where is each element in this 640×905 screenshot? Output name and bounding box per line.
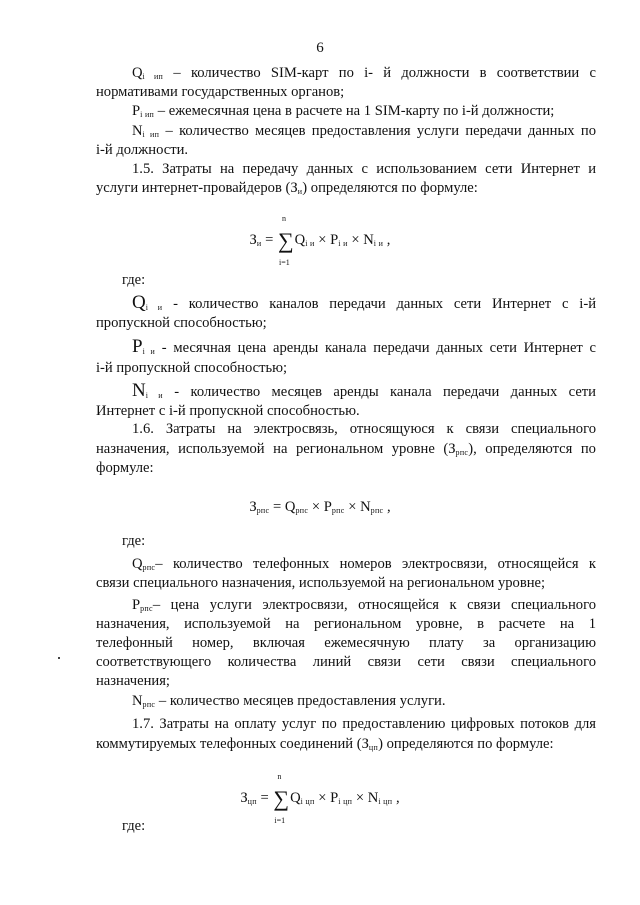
text-run: ) определяются по формуле: [302,180,478,196]
sum-upper: n [277,772,282,781]
text-run: - количество каналов передачи данных сети Интернет с i-й [162,296,597,312]
text-line [96,692,596,714]
text-line: пропускной способностью; [96,315,267,331]
subscript: рпс [142,700,156,709]
subscript: i ип [142,130,160,139]
page-number: 6 [316,40,324,56]
var-z: З [240,790,248,806]
sum-lower: i=1 [274,816,286,825]
subscript: цп [247,797,257,806]
formula-digital-streams [0,772,640,825]
var-p: × P [314,232,339,248]
var-q: Q [294,232,306,248]
where-label: где: [122,272,146,288]
subscript: i и [142,347,156,356]
var-p: P [132,103,141,119]
text-line: формуле: [96,460,154,476]
subscript: рпс [256,506,270,515]
comma: , [383,499,391,515]
subscript: рпс [140,604,153,613]
subscript: рпс [331,506,345,515]
subscript: и [256,239,262,248]
text-line: связи специального назначения, используемой на региональном уровне; [96,575,546,591]
var-n: × N [352,790,379,806]
sum-symbol: ∑ n i=1 [273,772,290,825]
var-q: Q [290,790,301,806]
text-run: ), определяются по [468,441,596,457]
subscript: рпс [455,448,469,457]
var-n: N [132,123,143,139]
text-line [96,102,596,124]
subscript: i и [145,391,163,400]
var-p: × P [314,790,339,806]
text-line: i-й должности. [96,142,189,158]
text-line [96,179,596,201]
subscript: и [297,187,303,196]
subscript: i цп [338,797,353,806]
var-q: Q [132,292,146,313]
subscript: i и [305,239,315,248]
var-n: × N [347,232,374,248]
section-heading-1-5: 1.5. Затраты на передачу данных с использованием сети Интернет и [132,161,596,177]
comma: , [392,790,400,806]
text-run: услуги интернет-провайдеров (З [96,180,298,196]
text-line: назначения, используемой на региональном уровне, в расчете на 1 [96,616,596,632]
text-run: - количество месяцев аренды канала передачи данных сети [162,384,596,400]
subscript: рпс [142,563,156,572]
text-run: – количество телефонных номеров электросвязи, относящейся к [155,556,596,572]
var-q: Q [132,65,143,81]
text-run: – количество месяцев предоставления услуги. [155,693,446,709]
subscript: i и [373,239,384,248]
text-line: i-й пропускной способностью; [96,360,288,376]
subscript: рпс [295,506,309,515]
section-heading-1-7: 1.7. Затраты на оплату услуг по предоставлению цифровых потоков для [132,716,596,732]
text-run: – ежемесячная цена в расчете на 1 SIM-карту по i-й должности; [154,103,555,119]
subscript: цп [368,743,379,752]
var-z: З [249,499,257,515]
subscript: i ип [140,110,155,119]
var-p: × P [308,499,332,515]
comma: , [383,232,391,248]
equals: = [256,790,273,806]
sum-symbol: ∑ n i=1 [277,214,294,267]
var-q: = Q [269,499,296,515]
var-p: P [132,597,141,613]
var-n: N [132,693,143,709]
text-run: ) определяются по формуле: [378,736,554,752]
subscript: i ип [142,72,164,81]
text-run: – количество SIM-карт по i- й должности в соответствии с [163,65,596,81]
subscript: i цп [300,797,315,806]
text-line [96,735,596,757]
subscript: рпс [370,506,384,515]
equals: = [261,232,277,248]
text-line: телефонный номер, включая ежемесячную плату за организацию [96,635,596,651]
text-run: – цена услуги электросвязи, относящейся к связи специального [152,597,596,613]
where-label: где: [122,533,146,549]
formula-special-comm [0,499,640,516]
text-line: назначения; [96,673,170,689]
subscript: i и [145,303,163,312]
var-n: N [132,380,146,401]
text-run: – количество месяцев предоставления услуги передачи данных по [159,123,596,139]
text-line: нормативами государственных органов; [96,84,345,100]
var-p: P [132,336,143,357]
scan-speck [58,657,60,659]
sum-upper: n [281,214,286,223]
var-q: Q [132,556,143,572]
var-z: З [249,232,257,248]
text-line: соответствующего количества линий связи сети связи специального [96,654,596,670]
text-line [96,337,596,361]
text-run: - месячная цена аренды канала передачи данных сети Интернет с [155,340,597,356]
text-line: Интернет с i-й пропускной способностью. [96,403,360,419]
text-run: коммутируемых телефонных соединений (З [96,736,369,752]
text-run: назначения, используемой на региональном уровне (З [96,441,456,457]
formula-internet [0,214,640,267]
section-heading-1-6: 1.6. Затраты на электросвязь, относящуюся к связи специального [132,421,596,437]
subscript: i и [338,239,348,248]
sum-lower: i=1 [278,258,290,267]
where-label: где: [122,818,146,834]
var-n: × N [344,499,371,515]
subscript: i цп [378,797,393,806]
